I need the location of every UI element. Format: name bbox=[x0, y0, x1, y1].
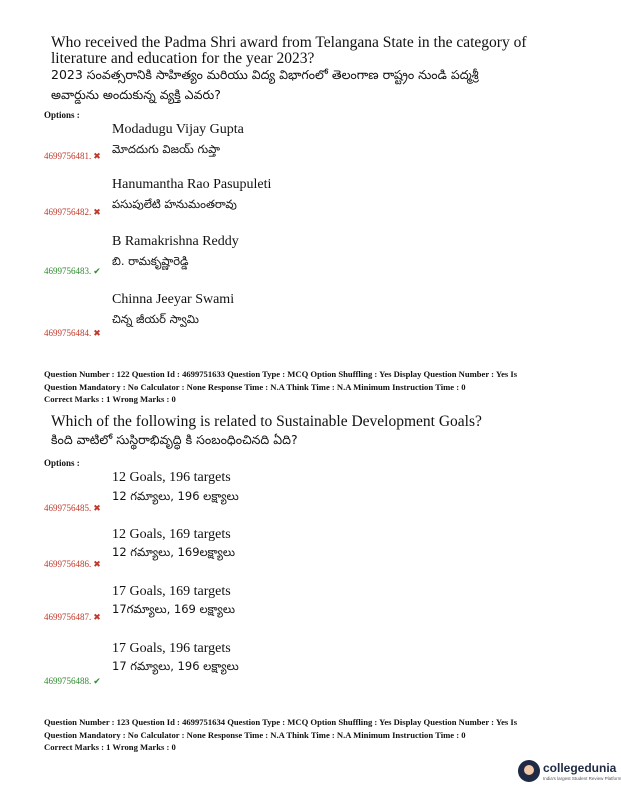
q1-option-3-id: 4699756483. ✔ bbox=[44, 266, 101, 277]
q1-option-2-en: Hanumantha Rao Pasupuleti bbox=[112, 177, 272, 192]
check-mark-icon: ✔ bbox=[93, 677, 101, 687]
wrong-mark-icon: ✖ bbox=[93, 152, 101, 162]
meta-line: Correct Marks : 1 Wrong Marks : 0 bbox=[44, 394, 176, 404]
meta-line: Question Mandatory : No Calculator : None Response Time : N.A Think Time : N.A Minimum Instruction Time : 0 bbox=[44, 381, 466, 392]
q2-text-en: Which of the following is related to Sustainable Development Goals? bbox=[51, 413, 482, 430]
q2-option-3-en: 17 Goals, 169 targets bbox=[112, 584, 231, 599]
q2-option-1-en: 12 Goals, 196 targets bbox=[112, 470, 231, 485]
q2-option-1-te: 12 గమ్యాలు, 196 లక్ష్యాలు bbox=[112, 489, 239, 503]
collegedunia-logo bbox=[518, 758, 621, 788]
q2-option-3-id: 4699756487. ✖ bbox=[44, 612, 101, 623]
q1-option-3-en: B Ramakrishna Reddy bbox=[112, 234, 239, 249]
meta-line: Question Number : 123 Question Id : 4699751634 Question Type : MCQ Option Shuffling : Yes Display Question Number : Yes Is bbox=[44, 717, 518, 727]
q2-option-4-en: 17 Goals, 196 targets bbox=[112, 641, 231, 656]
q2-option-4-te: 17 గమ్యాలు, 196 లక్ష్యాలు bbox=[112, 659, 239, 673]
q2-text-te: కింది వాటిలో సుస్థిరాభివృద్ధి కి సంబంధించినది ఏది? bbox=[51, 432, 298, 447]
q1-option-4-en: Chinna Jeeyar Swami bbox=[112, 292, 235, 307]
meta-line: Question Number : 122 Question Id : 4699751633 Question Type : MCQ Option Shuffling : Yes Display Question Number : Yes Is bbox=[44, 369, 518, 379]
wrong-mark-icon: ✖ bbox=[93, 504, 101, 514]
q2-option-3-te: 17గమ్యాలు, 169 లక్ష్యాలు bbox=[112, 602, 236, 616]
q2-option-2-en: 12 Goals, 169 targets bbox=[112, 527, 231, 542]
q1-option-1-te: మోదదుగు విజయ్ గుప్తా bbox=[112, 142, 220, 156]
wrong-mark-icon: ✖ bbox=[93, 560, 101, 570]
question-meta-123 bbox=[44, 716, 584, 754]
wrong-mark-icon: ✖ bbox=[93, 613, 101, 623]
question-meta-122 bbox=[44, 368, 584, 406]
q1-text-en-line2: literature and education for the year 2023? bbox=[51, 50, 315, 67]
q1-option-4-te: చిన్న జీయర్ స్వామి bbox=[112, 312, 199, 326]
q2-options-label: Options : bbox=[44, 458, 80, 468]
q1-option-2-te: పసుపులేటి హనుమంతరావు bbox=[112, 197, 237, 211]
q1-option-2-id: 4699756482. ✖ bbox=[44, 207, 101, 218]
q2-option-2-id: 4699756486. ✖ bbox=[44, 559, 101, 570]
q1-option-4-id: 4699756484. ✖ bbox=[44, 328, 101, 339]
logo-tagline: India's largest Student Review Platform bbox=[543, 776, 621, 781]
check-mark-icon: ✔ bbox=[93, 267, 101, 277]
logo-mascot-icon bbox=[518, 760, 540, 782]
meta-line: Question Mandatory : No Calculator : None Response Time : N.A Think Time : N.A Minimum Instruction Time : 0 bbox=[44, 729, 466, 740]
logo-name: collegedunia bbox=[543, 761, 617, 775]
wrong-mark-icon: ✖ bbox=[93, 208, 101, 218]
q1-option-1-en: Modadugu Vijay Gupta bbox=[112, 122, 244, 137]
q2-option-1-id: 4699756485. ✖ bbox=[44, 503, 101, 514]
q1-options-label: Options : bbox=[44, 110, 80, 120]
q1-text-te-line2: అవార్డును అందుకున్న వ్యక్తి ఎవరు? bbox=[51, 87, 221, 102]
q2-option-4-id: 4699756488. ✔ bbox=[44, 676, 101, 687]
q1-text-te-line1: 2023 సంవత్సరానికి సాహిత్యం మరియు విద్య విభాగంలో తెలంగాణ రాష్ట్రం నుండి పద్మశ్రీ bbox=[51, 67, 479, 82]
q1-option-3-te: బి. రామకృష్ణారెడ్డి bbox=[112, 254, 189, 268]
q1-text-en-line1: Who received the Padma Shri award from Telangana State in the category of bbox=[51, 34, 527, 51]
q2-option-2-te: 12 గమ్యాలు, 169లక్ష్యాలు bbox=[112, 545, 236, 559]
wrong-mark-icon: ✖ bbox=[93, 329, 101, 339]
meta-line: Correct Marks : 1 Wrong Marks : 0 bbox=[44, 742, 176, 752]
q1-option-1-id: 4699756481. ✖ bbox=[44, 151, 101, 162]
